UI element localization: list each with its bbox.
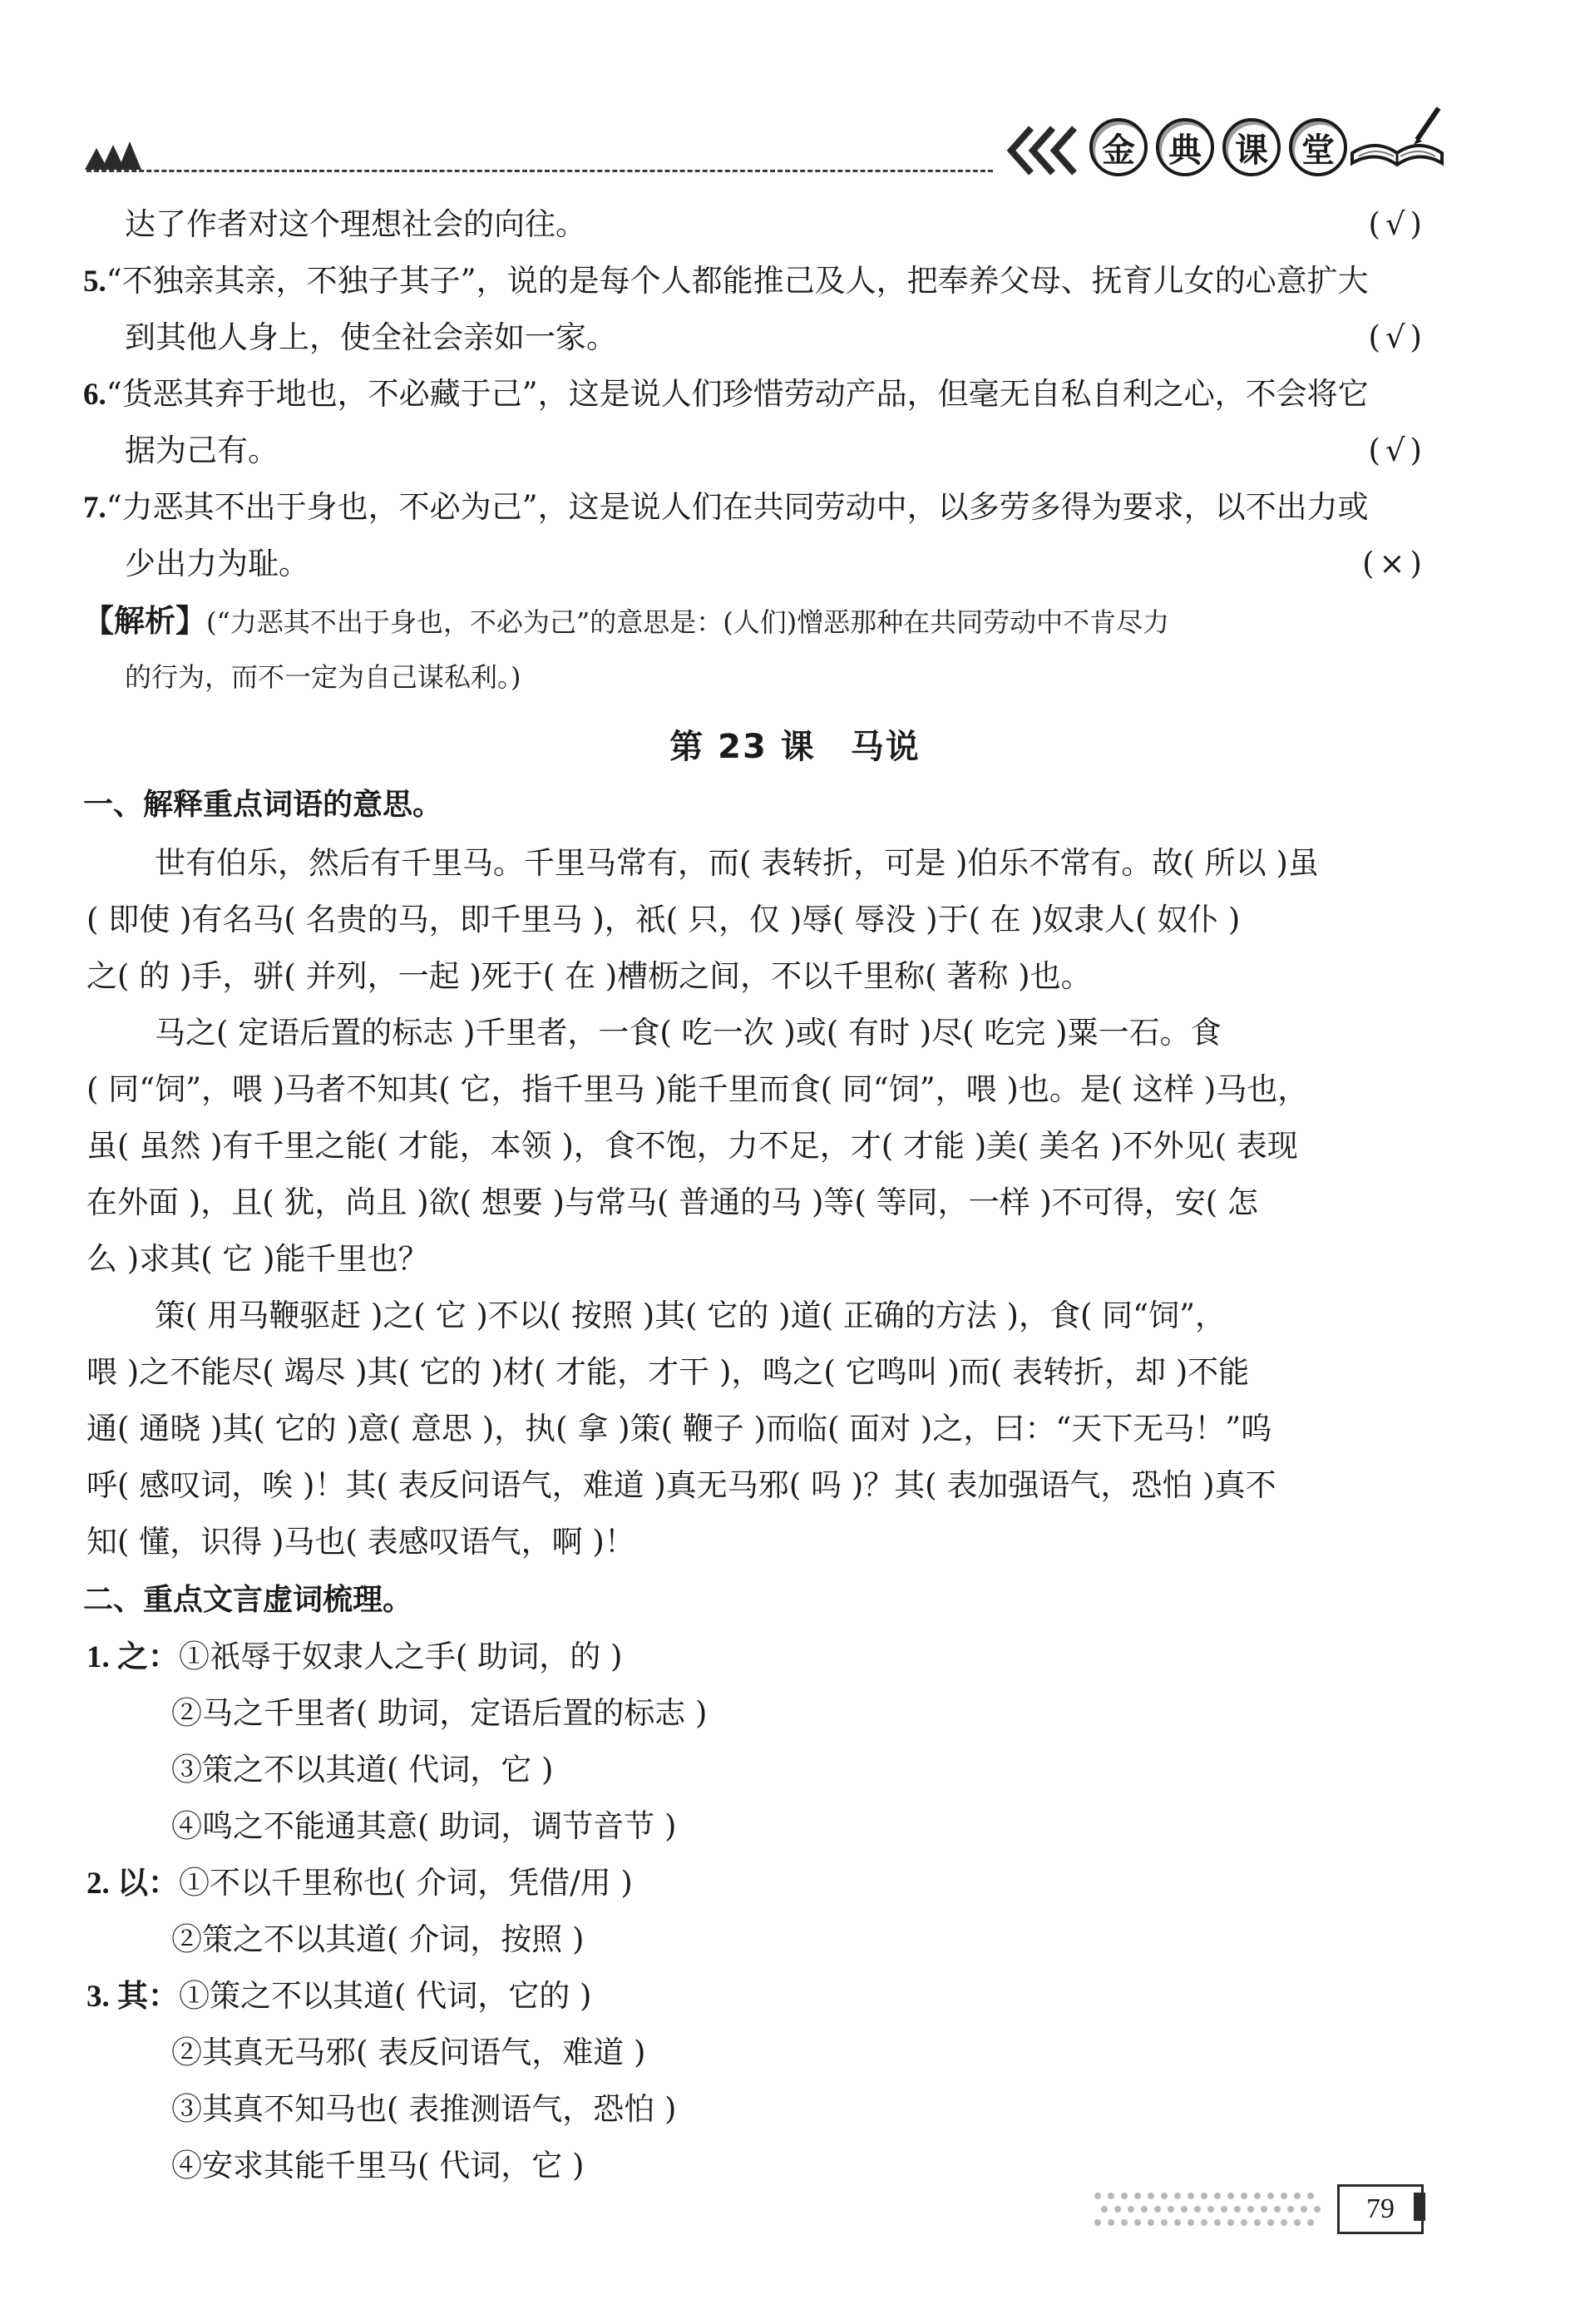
section-1-line: 虽( 虽然 )有千里之能( 才能，本领 )，食不饱，力不足，才( 才能 )美( 美名 )不外见( 表现	[86, 1128, 1298, 1164]
group-item: ①祇辱于奴隶人之手( 助词，的 )	[179, 1639, 623, 1674]
group-label: 2. 以：	[86, 1867, 179, 1901]
header-chevrons-icon	[1006, 123, 1081, 178]
item-4-continuation: 达了作者对这个理想社会的向往。	[125, 206, 586, 242]
item-number: 5.	[83, 265, 106, 299]
item-text: “力恶其不出于身也，不必为己”，这是说人们在共同劳动中，以多劳多得为要求，以不出力或	[106, 489, 1369, 525]
group-item: ③其真不知马也( 表推测语气，恐怕 )	[171, 2091, 677, 2127]
section-1-line: ( 同“饲”，喂 )马者不知其( 它，指千里马 )能千里而食( 同“饲”，喂 )也。是( 这样 )马也，	[86, 1071, 1309, 1107]
group-item: ③策之不以其道( 代词，它 )	[171, 1752, 554, 1788]
item-number: 7.	[83, 491, 106, 525]
item-number: 6.	[83, 378, 106, 412]
section-2-heading: 二、重点文言虚词梳理。	[83, 1583, 413, 1617]
group-item: ②其真无马邪( 表反问语气，难道 )	[171, 2035, 646, 2070]
analysis-label: 【解析】	[83, 602, 206, 639]
page-number: 79	[1337, 2184, 1424, 2234]
group-item: ②策之不以其道( 介词，按照 )	[171, 1921, 585, 1957]
brand-logo	[1089, 118, 1347, 176]
group-label: 3. 其：	[86, 1980, 179, 2014]
footer-dot-pattern	[1089, 2188, 1322, 2237]
group-item: ④鸣之不能通其意( 助词，调节音节 )	[171, 1808, 677, 1844]
page-number-tab	[1414, 2193, 1425, 2221]
brand-char: 堂	[1289, 118, 1347, 176]
brand-char: 课	[1222, 118, 1281, 176]
section-1-line: 在外面 )，且( 犹，尚且 )欲( 想要 )与常马( 普通的马 )等( 等同，一样 )不可得，安( 怎	[86, 1184, 1258, 1220]
answer-mark: (√)	[1368, 319, 1427, 355]
analysis-line-1	[83, 601, 1169, 642]
group-item: ①不以千里称也( 介词，凭借/用 )	[179, 1865, 633, 1901]
brand-char: 金	[1089, 118, 1148, 176]
item-5-continuation: 到其他人身上，使全社会亲如一家。	[125, 319, 617, 355]
section-1-line: 知( 懂，识得 )马也( 表感叹语气，啊 )！	[86, 1524, 635, 1560]
analysis-text: (“力恶其不出于身也，不必为己”的意思是：(人们)憎恶那种在共同劳动中不肯尽力	[206, 606, 1170, 638]
header-triangles-icon	[85, 140, 146, 170]
section-1-line: 喂 )之不能尽( 竭尽 )其( 它的 )材( 才能，才干 )，鸣之( 它鸣叫 )而( 表转折，却 )不能	[86, 1354, 1250, 1390]
section-1-line: 马之( 定语后置的标志 )千里者，一食( 吃一次 )或( 有时 )尽( 吃完 )粟一石。食	[155, 1015, 1222, 1051]
section-1-heading: 一、解释重点词语的意思。	[83, 788, 443, 822]
group-item: ②马之千里者( 助词，定语后置的标志 )	[171, 1695, 708, 1731]
item-6-continuation: 据为己有。	[125, 433, 279, 468]
item-5	[83, 261, 1369, 302]
item-7-continuation: 少出力为耻。	[125, 546, 309, 581]
brand-char: 典	[1156, 118, 1214, 176]
answer-mark: (√)	[1368, 433, 1427, 468]
answer-mark: (×)	[1362, 546, 1427, 581]
header-dashed-rule	[86, 170, 993, 172]
answer-mark: (√)	[1368, 206, 1427, 242]
section-1-line: 策( 用马鞭驱赶 )之( 它 )不以( 按照 )其( 它的 )道( 正确的方法 )，食( 同“饲”，	[155, 1298, 1226, 1333]
group-2	[86, 1863, 633, 1904]
section-1-line: 呼( 感叹词，唉 )！其( 表反问语气，难道 )真无马邪( 吗 )？其( 表加强语气，恐怕 )真不	[86, 1467, 1276, 1503]
analysis-line-2: 的行为，而不一定为自己谋私利。)	[125, 661, 521, 693]
section-1-line: 通( 通晓 )其( 它的 )意( 意思 )，执( 拿 )策( 鞭子 )而临( 面对 )之，曰：“天下无马！”呜	[86, 1411, 1272, 1446]
open-book-pen-icon	[1347, 101, 1447, 176]
group-1	[86, 1637, 622, 1678]
group-item: ④安求其能千里马( 代词，它 )	[171, 2148, 585, 2183]
item-7	[83, 487, 1369, 528]
section-1-line: 世有伯乐，然后有千里马。千里马常有，而( 表转折，可是 )伯乐不常有。故( 所以 )虽	[155, 845, 1319, 881]
item-text: “不独亲其亲，不独子其子”，说的是每个人都能推己及人，把奉养父母、抚育儿女的心意扩大	[106, 263, 1369, 299]
item-6	[83, 374, 1369, 415]
section-1-line: ( 即使 )有名马( 名贵的马，即千里马 )，祇( 只，仅 )辱( 辱没 )于( 在 )奴隶人( 奴仆 )	[86, 902, 1241, 937]
item-text: “货恶其弃于地也，不必藏于己”，这是说人们珍惜劳动产品，但毫无自私自利之心，不会将它	[106, 376, 1369, 412]
group-3	[86, 1976, 591, 2017]
section-1-line: 么 )求其( 它 )能千里也？	[86, 1241, 429, 1277]
section-1-line: 之( 的 )手，骈( 并列，一起 )死于( 在 )槽枥之间，不以千里称( 著称 )也。	[86, 958, 1092, 994]
lesson-title: 第 23 课 马说	[669, 728, 921, 766]
group-item: ①策之不以其道( 代词，它的 )	[179, 1978, 592, 2014]
group-label: 1. 之：	[86, 1640, 179, 1674]
